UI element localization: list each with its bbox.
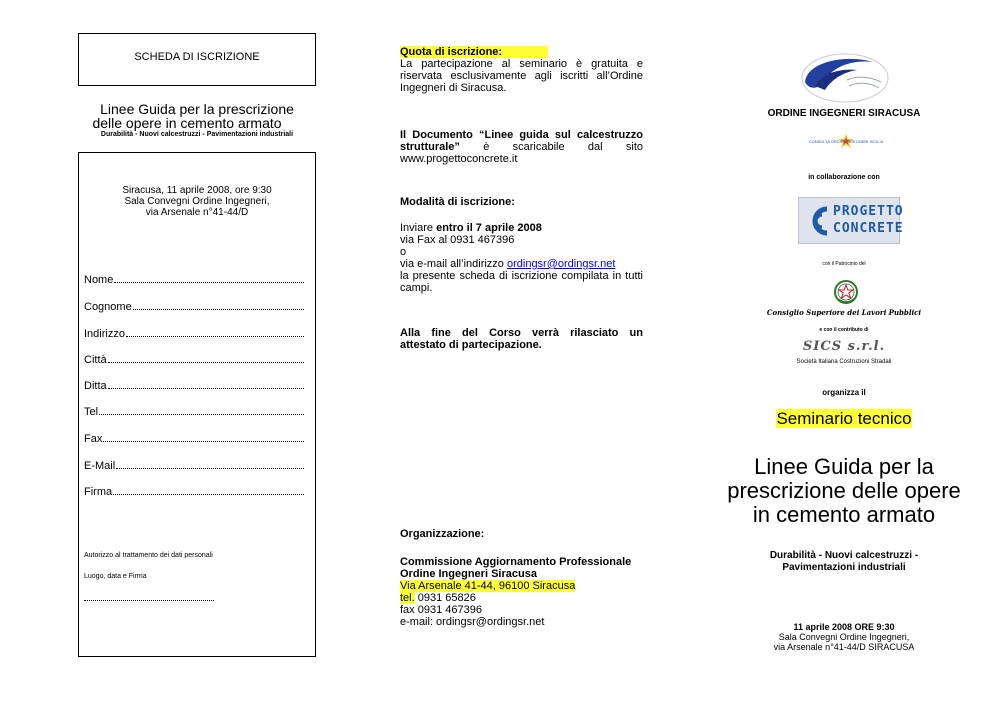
left-event-line2: Sala Convegni Ordine Ingegneri, [124,196,270,207]
contribution-text: e con il contributo di [819,327,869,333]
name-field[interactable] [84,274,304,286]
left-event-line1: Siracusa, 11 aprile 2008, ore 9:30 [122,185,272,196]
order-name: ORDINE INGEGNERI SIRACUSA [767,108,921,119]
form-title: SCHEDA DI ISCRIZIONE [134,51,260,63]
cover-title-line1: Linee Guida per la [754,454,934,479]
cover-subtitle-line1: Durabilità - Nuovi calcestruzzi - [769,550,919,561]
name-label: Nome [84,274,114,286]
republic-emblem-icon [833,279,859,305]
address-label: Indirizzo [84,328,125,340]
cover-subtitle-line2: Pavimentazioni industriali [782,562,906,573]
place-date-text: Luogo, data e Firma [84,573,147,580]
document-text-bold: Il Documento “Linee guida sul calcestruzzo strutturale” [400,129,643,153]
left-title-line1: Linee Guida per la prescrizione [100,101,294,117]
document-text-rest: è scaricabile dal sito www.progettoconcrete.it [400,141,643,165]
pc-logo-line2: CONCRETE [833,221,904,236]
pc-logo-line1: PROGETTO [833,204,904,219]
organizes-text: organizza il [822,388,866,397]
left-event-line3: via Arsenale n°41-44/D [145,207,249,218]
org-line2: Ordine Ingegneri Siracusa [400,568,537,580]
fee-heading-row [400,46,643,58]
org-fax: fax 0931 467396 [400,604,482,616]
send-rest: la presente scheda di iscrizione compilata in tutti campi. [400,270,643,294]
email-label: E-Mail [84,460,116,472]
address-field[interactable] [84,328,304,340]
left-title-line2: delle opere in cemento armato [92,115,282,131]
surname-label: Cognome [84,301,132,313]
city-field[interactable] [84,354,304,366]
fee-heading: Quota di iscrizione: [400,46,548,58]
consent-text: Autorizzo al trattamento dei dati personali [84,552,213,559]
sics-desc: Società Italiana Costruzioni Stradali [796,359,892,365]
council-name: Consiglio Superiore dei Lavori Pubblici [766,308,922,317]
signature-label: Firma [84,486,113,498]
send-prefix: Inviare [400,222,437,234]
fax-label: Fax [84,433,103,445]
email-field[interactable] [84,460,304,472]
org-address: Via Arsenale 41-44, 96100 Siracusa [400,580,576,592]
send-email-prefix: via e-mail all’indirizzo [400,258,507,270]
send-fax: via Fax al 0931 467396 [400,234,515,246]
fax-field[interactable] [84,433,304,445]
cover-date-time: 11 aprile 2008 ORE 9:30 [793,622,895,632]
order-engineers-logo [795,50,895,106]
email-link[interactable]: ordingsr@ordingsr.net [506,258,616,270]
collab-text: in collaborazione con [808,174,880,181]
seminar-label: Seminario tecnico [776,409,912,428]
send-or: o [400,246,407,258]
org-tel-row [400,592,643,604]
tel-label: Tel [84,406,99,418]
company-label: Ditta [84,380,107,392]
org-address-row [400,580,643,592]
org-email: e-mail: ordingsr@ordingsr.net [400,616,545,628]
mode-heading: Modalità di iscrizione: [400,196,515,208]
document-text [400,129,643,165]
send-line [400,222,643,234]
org-tel-label: tel. [400,592,415,604]
company-field[interactable] [84,380,304,392]
form-box [78,152,316,657]
consulta-logo [804,130,888,152]
certificate-text: Alla fine del Corso verrà rilasciato un attestato di partecipazione. [400,327,643,351]
send-deadline: entro il 7 aprile 2008 [436,222,542,234]
progetto-concrete-logo [798,197,904,244]
consulta-logo-text: CONSULTA ORDINI INGEGNERI SICILIA [808,138,884,144]
cover-venue-line2: via Arsenale n°41-44/D SIRACUSA [773,642,915,652]
progetto-concrete-icon [805,206,829,236]
send-email-line [400,258,643,270]
signature-field[interactable] [84,486,304,498]
org-heading: Organizzazione: [400,528,485,540]
cover-title-line3: in cemento armato [752,502,936,527]
fee-text: La partecipazione al seminario è gratuita e riservata esclusivamente agli iscritti all’Ordine Ingegneri di Siracusa. [400,58,643,94]
seminar-row [716,409,972,429]
city-label: Città [84,354,107,366]
tel-field[interactable] [84,406,304,418]
surname-field[interactable] [84,301,304,313]
patronage-text: con il Patrocinio del [822,261,866,267]
sics-logo: SICS s.r.l. [802,339,886,354]
org-tel: 0931 65826 [414,592,476,604]
left-subtitle: Durabilità - Nuovi calcestruzzi - Pavimentazioni industriali [100,131,294,138]
place-date-line[interactable] [84,600,214,601]
cover-venue-line1: Sala Convegni Ordine Ingegneri, [778,632,910,642]
org-line1: Commissione Aggiornamento Professionale [400,556,632,568]
cover-title-line2: prescrizione delle opere [727,478,961,503]
